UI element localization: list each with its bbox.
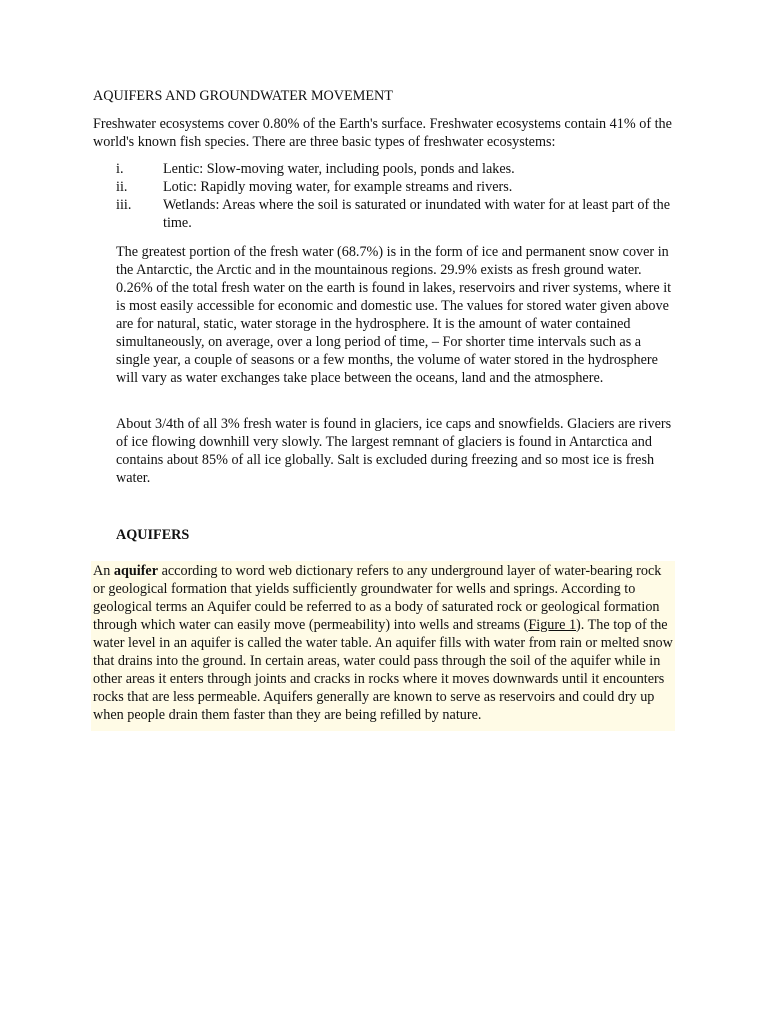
- aquifer-term: aquifer: [113, 563, 159, 579]
- list-item: [116, 160, 676, 178]
- aquifer-lead-text: An: [93, 563, 114, 579]
- glaciers-paragraph: About 3/4th of all 3% fresh water is found in glaciers, ice caps and snowfields. Glaciers are rivers of ice flowing downhill very slowly. The largest remnant of glaciers is found in Antarctica and contains about 85% of all ice globally. Salt is excluded during freezing and so most ice is fresh water.: [116, 416, 672, 486]
- page-title: AQUIFERS AND GROUNDWATER MOVEMENT: [93, 88, 393, 104]
- aquifer-text-part2: ). The top of the water level in an aquifer is called the water table. An aquifer fills with water from rain or melted snow that drains into the ground. In certain areas, water could pass through the soil of the aquifer while in other areas it enters through joints and cracks in rocks where it moves downwards until it encounters rocks that are less permeable. Aquifers generally are known to serve as reservoirs and could dry up when people drain them faster than they are being refilled by nature.: [93, 617, 673, 723]
- intro-paragraph: Freshwater ecosystems cover 0.80% of the Earth's surface. Freshwater ecosystems contain 41% of the world's known fish species. There are three basic types of freshwater ecosystems:: [93, 116, 672, 150]
- list-item-text: Lentic: Slow-moving water, including pools, ponds and lakes.: [163, 161, 515, 177]
- aquifer-definition-paragraph: [91, 561, 675, 731]
- aquifers-heading: AQUIFERS: [116, 527, 190, 543]
- figure-1-link[interactable]: Figure 1: [528, 617, 577, 633]
- list-item-text: Wetlands: Areas where the soil is saturated or inundated with water for at least part of the time.: [163, 197, 671, 231]
- ecosystem-types-list: [116, 160, 676, 232]
- list-item-number: i.: [116, 161, 124, 177]
- fresh-water-distribution-paragraph: The greatest portion of the fresh water (68.7%) is in the form of ice and permanent snow cover in the Antarctic, the Arctic and in the mountainous regions. 29.9% exists as fresh ground water. 0.26% of the total fresh water on the earth is found in lakes, reservoirs and river systems, where it is most easily accessible for economic and domestic use. The values for stored water given above are for natural, static, water storage in the hydrosphere. It is the amount of water contained simultaneously, on average, over a long period of time, – For shorter time intervals such as a single year, a couple of seasons or a few months, the volume of water stored in the hydrosphere will vary as water exchanges take place between the oceans, land and the atmosphere.: [116, 244, 672, 386]
- list-item-number: ii.: [116, 179, 128, 195]
- list-item-number: iii.: [116, 197, 132, 213]
- list-item-text: Lotic: Rapidly moving water, for example streams and rivers.: [163, 179, 513, 195]
- list-item: [116, 196, 676, 232]
- list-item: [116, 178, 676, 196]
- aquifer-text-part1: according to word web dictionary refers to any underground layer of water-bearing rock or geological formation that yields sufficiently groundwater for wells and springs. According to geological terms an Aquifer could be referred to as a body of saturated rock or geological formation through which water can easily move (permeability) into wells and streams (: [93, 563, 662, 633]
